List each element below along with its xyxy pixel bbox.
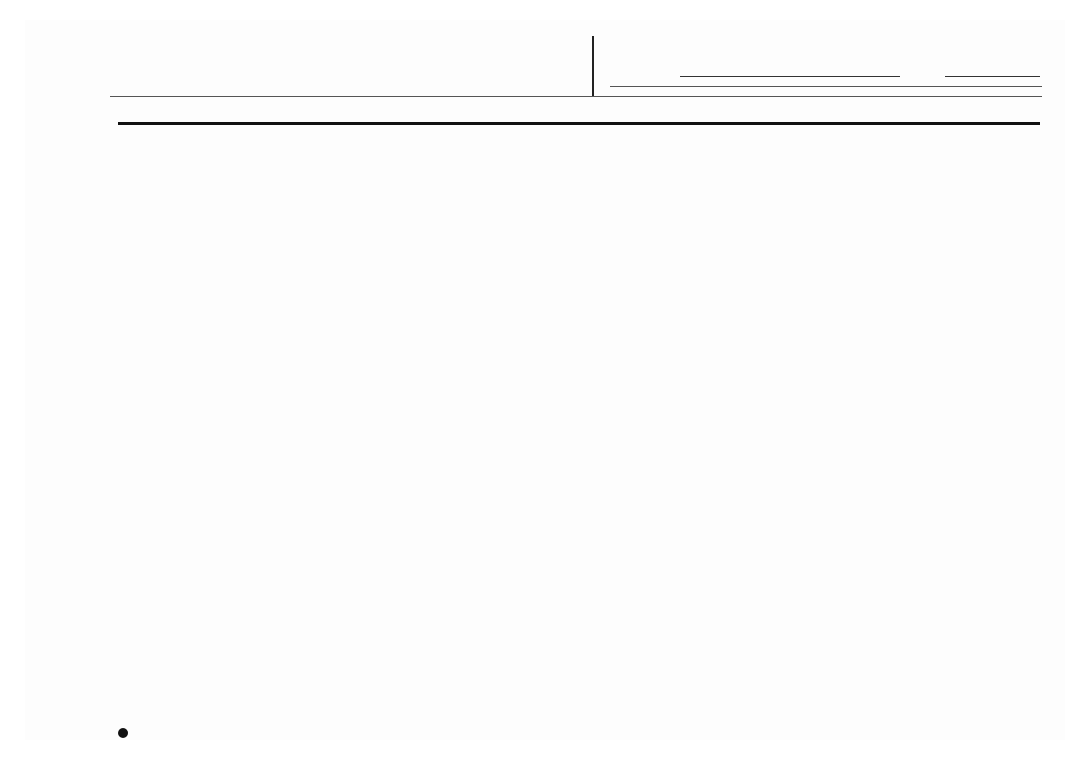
footer: [118, 728, 132, 738]
printer-logo-icon: [118, 728, 128, 738]
